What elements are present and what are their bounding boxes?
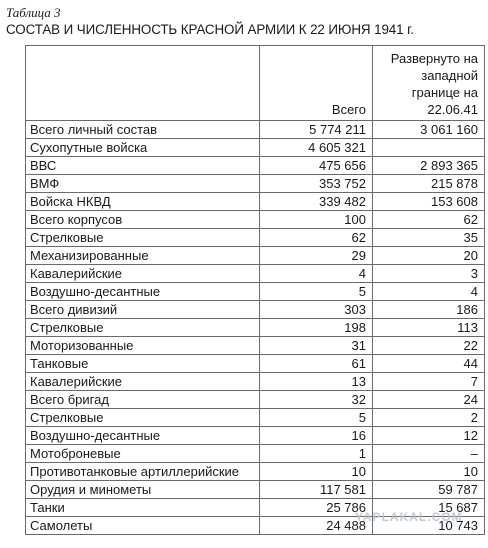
table-row	[26, 427, 485, 445]
row-total: 13	[260, 373, 373, 391]
row-west: 186	[373, 301, 485, 319]
row-west: 113	[373, 319, 485, 337]
row-name: Сухопутные войска	[26, 139, 260, 157]
table-row	[26, 445, 485, 463]
row-total: 10	[260, 463, 373, 481]
row-name: Всего личный состав	[26, 121, 260, 139]
row-total: 16	[260, 427, 373, 445]
header-name	[26, 46, 260, 121]
table-row	[26, 283, 485, 301]
row-total: 29	[260, 247, 373, 265]
row-name: Орудия и минометы	[26, 481, 260, 499]
row-total: 353 752	[260, 175, 373, 193]
watermark: YAPLAKAL.COM	[355, 510, 463, 524]
row-name: Самолеты	[26, 517, 260, 535]
row-west: 15 687	[373, 499, 485, 517]
row-total: 32	[260, 391, 373, 409]
table-row	[26, 373, 485, 391]
row-total: 198	[260, 319, 373, 337]
row-name: Войска НКВД	[26, 193, 260, 211]
row-total: 475 656	[260, 157, 373, 175]
row-total: 25 786	[260, 499, 373, 517]
table-row	[26, 463, 485, 481]
table-row	[26, 355, 485, 373]
row-west: 10 743	[373, 517, 485, 535]
row-west: 3	[373, 265, 485, 283]
row-name: Всего дивизий	[26, 301, 260, 319]
row-west: 44	[373, 355, 485, 373]
row-west: 59 787	[373, 481, 485, 499]
header-total: Всего	[260, 46, 373, 121]
row-name: Мотоброневые	[26, 445, 260, 463]
table-row	[26, 481, 485, 499]
row-west: 12	[373, 427, 485, 445]
row-name: Кавалерийские	[26, 373, 260, 391]
row-name: Танковые	[26, 355, 260, 373]
row-name: Танки	[26, 499, 260, 517]
table-header-row	[26, 46, 485, 121]
table-row	[26, 301, 485, 319]
army-composition-table	[25, 45, 485, 535]
table-row	[26, 319, 485, 337]
table-row	[26, 121, 485, 139]
row-total: 61	[260, 355, 373, 373]
row-total: 31	[260, 337, 373, 355]
row-west: 3 061 160	[373, 121, 485, 139]
row-name: Воздушно-десантные	[26, 283, 260, 301]
row-total: 1	[260, 445, 373, 463]
row-name: Стрелковые	[26, 409, 260, 427]
row-name: Механизированные	[26, 247, 260, 265]
table-row	[26, 157, 485, 175]
row-west: 62	[373, 211, 485, 229]
row-west: 153 608	[373, 193, 485, 211]
table-row	[26, 139, 485, 157]
row-name: Воздушно-десантные	[26, 427, 260, 445]
header-west: Развернуто на западной границе на 22.06.41	[373, 46, 485, 121]
row-total: 5	[260, 409, 373, 427]
row-west: 2 893 365	[373, 157, 485, 175]
row-total: 5	[260, 283, 373, 301]
row-west: 24	[373, 391, 485, 409]
row-total: 5 774 211	[260, 121, 373, 139]
table-row	[26, 409, 485, 427]
row-total: 4 605 321	[260, 139, 373, 157]
row-name: Всего бригад	[26, 391, 260, 409]
row-name: Стрелковые	[26, 319, 260, 337]
table-row	[26, 175, 485, 193]
table-row	[26, 247, 485, 265]
table-title: СОСТАВ И ЧИСЛЕННОСТЬ КРАСНОЙ АРМИИ К 22 ИЮНЯ 1941 г.	[6, 22, 414, 37]
table-row	[26, 391, 485, 409]
row-name: Моторизованные	[26, 337, 260, 355]
row-west: 20	[373, 247, 485, 265]
row-name: ВМФ	[26, 175, 260, 193]
row-west: 22	[373, 337, 485, 355]
row-west: 35	[373, 229, 485, 247]
row-total: 24 488	[260, 517, 373, 535]
row-west: 10	[373, 463, 485, 481]
row-west: 2	[373, 409, 485, 427]
table-caption: Таблица 3	[6, 5, 61, 20]
table-row	[26, 229, 485, 247]
table-row	[26, 211, 485, 229]
row-name: ВВС	[26, 157, 260, 175]
row-total: 303	[260, 301, 373, 319]
table-row	[26, 265, 485, 283]
row-name: Противотанковые артиллерийские	[26, 463, 260, 481]
row-name: Кавалерийские	[26, 265, 260, 283]
table-row	[26, 193, 485, 211]
row-west	[373, 139, 485, 157]
row-total: 100	[260, 211, 373, 229]
row-west: –	[373, 445, 485, 463]
row-west: 215 878	[373, 175, 485, 193]
row-total: 62	[260, 229, 373, 247]
row-name: Всего корпусов	[26, 211, 260, 229]
table-row	[26, 337, 485, 355]
row-total: 117 581	[260, 481, 373, 499]
row-total: 339 482	[260, 193, 373, 211]
row-west: 7	[373, 373, 485, 391]
row-name: Стрелковые	[26, 229, 260, 247]
row-total: 4	[260, 265, 373, 283]
row-west: 4	[373, 283, 485, 301]
